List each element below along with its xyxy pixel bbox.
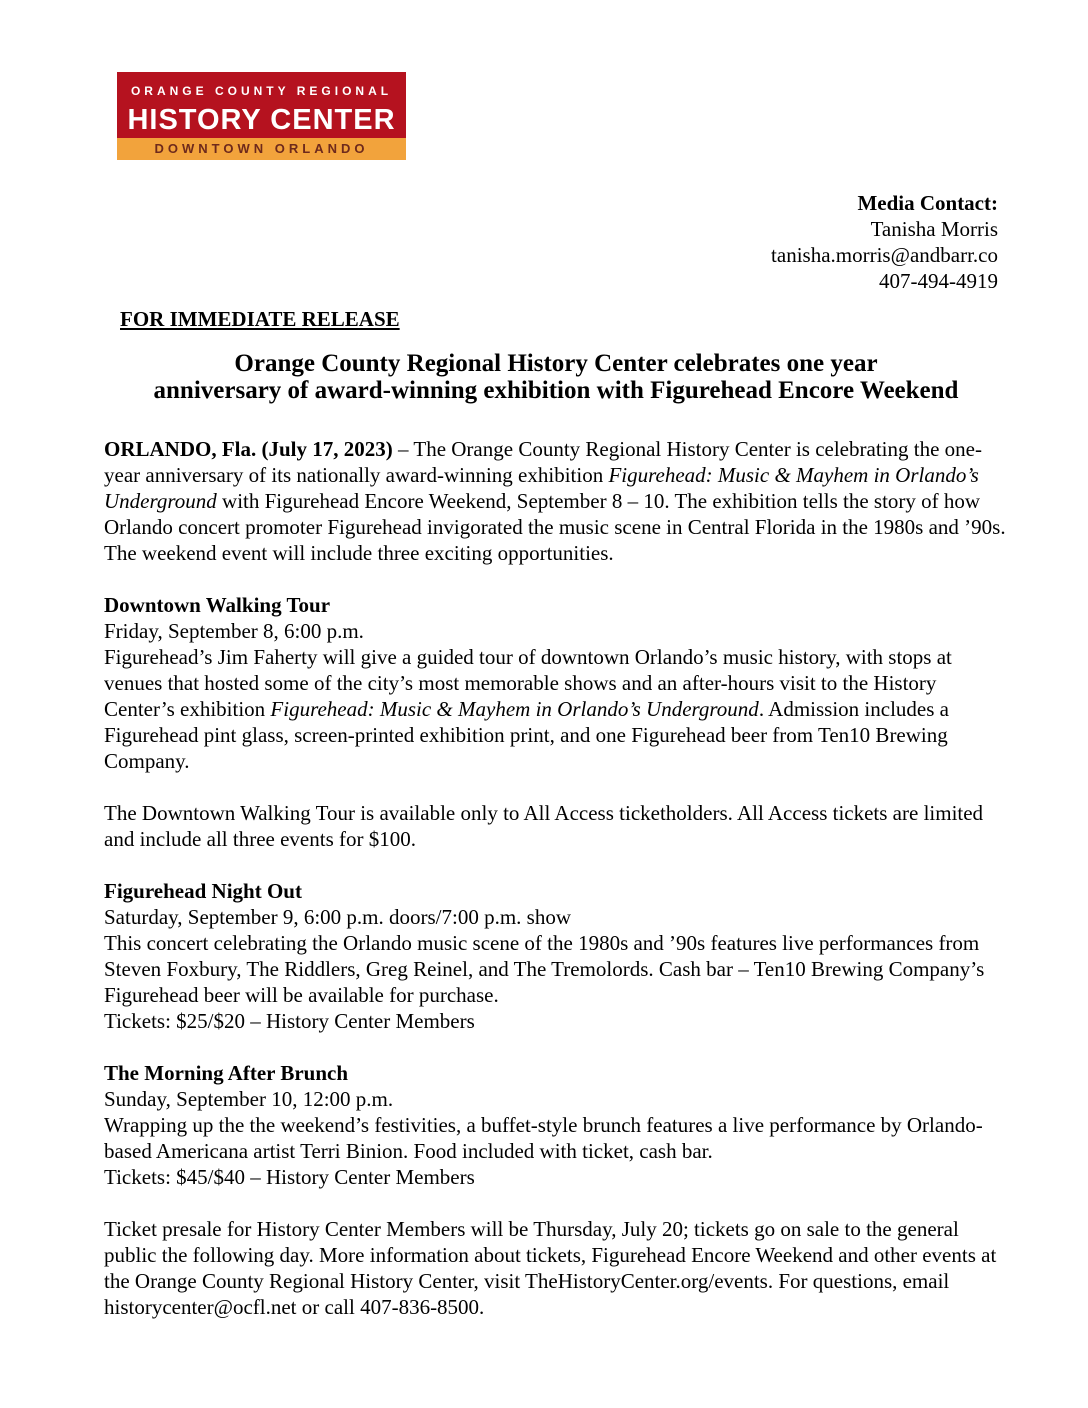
media-contact-email: tanisha.morris@andbarr.co [771,243,998,267]
headline-line-1: Orange County Regional History Center celebrates one year [234,350,878,377]
logo-downtown-orlando-text: DOWNTOWN ORLANDO [154,141,369,156]
text-line: Wrapping up the the weekend’s festivities, a buffet-style brunch features a live performance by Orlando-based Americana artist Terri Binion. Food included with ticket, cash bar. [104,1113,983,1163]
text-line: This concert celebrating the Orlando music scene of the 1980s and ’90s features live performances from Steven Foxbury, The Riddlers, Greg Reinel, and The Tremolords. Cash bar – Ten10 Brewing Company’s Figurehead beer will be available for purchase. [104,931,985,1007]
text-line: Tickets: $25/$20 – History Center Members [104,1009,475,1033]
headline-line-2: anniversary of award-winning exhibition with Figurehead Encore Weekend [153,377,959,404]
headline [104,350,1008,404]
logo-orange-bar [117,138,406,160]
logo-orange-county-regional-text: ORANGE COUNTY REGIONAL [130,83,393,98]
text-line: Figurehead Night Out [104,879,302,903]
text-line: Tickets: $45/$40 – History Center Members [104,1165,475,1189]
media-contact-name: Tanisha Morris [870,217,998,241]
text-line: Sunday, September 10, 12:00 p.m. [104,1087,394,1111]
figurehead-night-out-section [104,878,1008,1034]
text-line: Figurehead’s Jim Faherty will give a guided tour of downtown Orlando’s music history, with stops at venues that hosted some of the city’s most memorable shows and an after-hours visit to the History Center’s exhibition Figurehead: Music & Mayhem in Orlando’s Underground. Admission includes a Figurehead pint glass, screen-printed exhibition print, and one Figurehead beer from Ten10 Brewing Company. [104,645,952,773]
media-contact-phone: 407-494-4919 [879,269,998,293]
downtown-walking-tour-section [104,592,1008,774]
text-line: ORLANDO, Fla. (July 17, 2023) – The Orange County Regional History Center is celebrating the one-year anniversary of its nationally award-winning exhibition Figurehead: Music & Mayhem in Orlando’s Underground with Figurehead Encore Weekend, September 8 – 10. The exhibition tells the story of how Orlando concert promoter Figurehead invigorated the music scene in Central Florida in the 1980s and ’90s. The weekend event will include three exciting opportunities. [104,437,1006,565]
text-line: The Morning After Brunch [104,1061,349,1085]
body-content [104,436,1008,1320]
text-line: Ticket presale for History Center Members will be Thursday, July 20; tickets go on sale to the general public the following day. More information about tickets, Figurehead Encore Weekend and other events at the Orange County Regional History Center, visit TheHistoryCenter.org/events. For questions, email historycenter@ocfl.net or call 407-836-8500. [104,1217,997,1319]
logo-red-panel [117,72,406,138]
all-access-paragraph [104,800,1008,852]
text-line: Saturday, September 9, 6:00 p.m. doors/7:00 p.m. show [104,905,572,929]
media-contact-label: Media Contact: [857,191,998,215]
morning-after-brunch-section [104,1060,1008,1190]
text-line: The Downtown Walking Tour is available only to All Access ticketholders. All Access tickets are limited and include all three events for $100. [104,801,984,851]
tickets-info-paragraph [104,1216,1008,1320]
media-contact-block [104,190,998,294]
for-immediate-release-line: FOR IMMEDIATE RELEASE [120,307,400,331]
history-center-logo [117,72,406,160]
text-line: Downtown Walking Tour [104,593,331,617]
intro-paragraph [104,436,1008,566]
text-line: Friday, September 8, 6:00 p.m. [104,619,364,643]
logo-history-center-text: HISTORY CENTER [127,103,396,136]
